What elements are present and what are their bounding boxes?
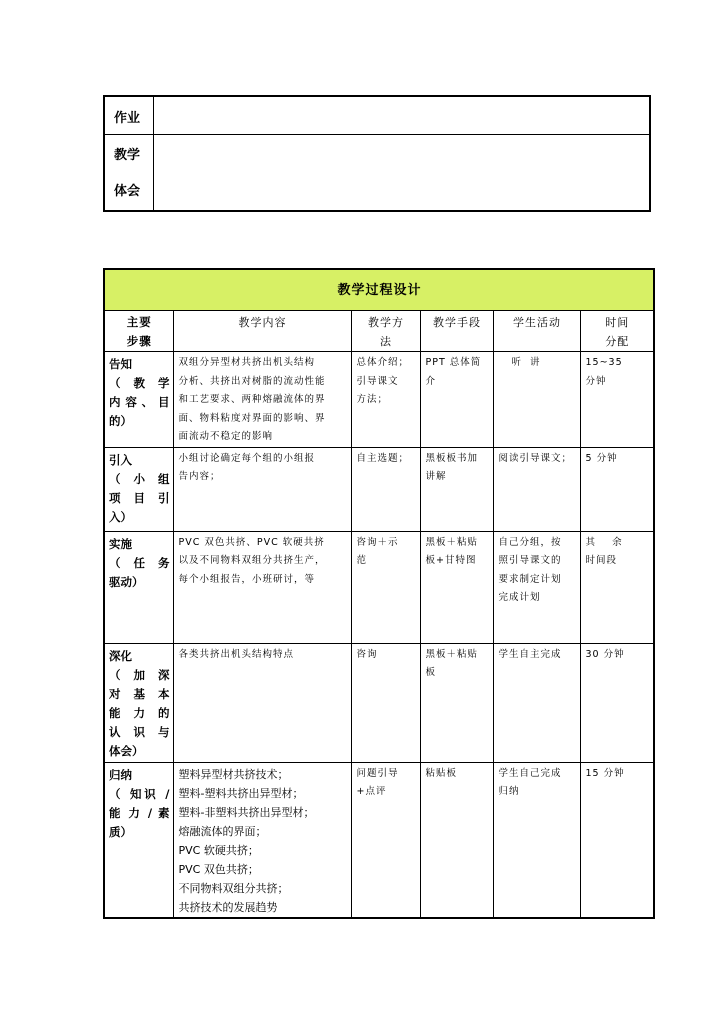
step-cell: 引入 （ 小 组 项 目 引 入）: [104, 447, 173, 531]
time-cell: 5 分钟: [580, 447, 654, 531]
activity-cell: 阅读引导课文；: [493, 447, 580, 531]
activity-cell: 学生自己完成 归纳: [493, 762, 580, 918]
table-row: [104, 531, 654, 643]
means-cell: 黑板＋粘贴 板: [420, 643, 493, 762]
activity-cell: 学生自主完成: [493, 643, 580, 762]
time-cell: 其 余 时间段: [580, 531, 654, 643]
method-cell: 咨询: [351, 643, 420, 762]
activity-cell: 自己分组，按 照引导课文的 要求制定计划 完成计划: [493, 531, 580, 643]
means-cell: PPT 总体简 介: [420, 352, 493, 448]
time-cell: 15~35 分钟: [580, 352, 654, 448]
header-content: 教学内容: [173, 311, 351, 352]
step-cell: 告知 （ 教 学 内容、目 的）: [104, 352, 173, 448]
table-row: [104, 447, 654, 531]
step-cell: 归纳 （ 知识 / 能 力 / 素 质）: [104, 762, 173, 918]
header-means: 教学手段: [420, 311, 493, 352]
step-cell: 深化 （ 加 深 对 基 本 能 力 的 认 识 与 体会）: [104, 643, 173, 762]
step-cell: 实施 （ 任 务 驱动）: [104, 531, 173, 643]
means-cell: 黑板板书加 讲解: [420, 447, 493, 531]
header-activity: 学生活动: [493, 311, 580, 352]
header-time: 时间 分配: [580, 311, 654, 352]
content-cell: 塑料异型材共挤技术； 塑料-塑料共挤出异型材； 塑料-非塑料共挤出异型材； 熔融流体的界面； PVC 软硬共挤； PVC 双色共挤； 不同物料双组分共挤； 共挤技术的发展趋势: [173, 762, 351, 918]
content-cell: PVC 双色共挤、PVC 软硬共挤 以及不同物料双组分共挤生产， 每个小组报告，小班研讨，等: [173, 531, 351, 643]
homework-table: [103, 95, 651, 212]
reflection-content: [153, 134, 650, 211]
method-cell: 咨询＋示 范: [351, 531, 420, 643]
teaching-process-table: [103, 268, 655, 919]
activity-cell: 听 讲: [493, 352, 580, 448]
method-cell: 问题引导 +点评: [351, 762, 420, 918]
method-cell: 自主选题；: [351, 447, 420, 531]
content-cell: 各类共挤出机头结构特点: [173, 643, 351, 762]
means-cell: 粘贴板: [420, 762, 493, 918]
header-step: 主要 步骤: [104, 311, 173, 352]
time-cell: 15 分钟: [580, 762, 654, 918]
content-cell: 双组分异型材共挤出机头结构 分析、共挤出对树脂的流动性能 和工艺要求、两种熔融流体的界 面、物料粘度对界面的影响、界 面流动不稳定的影响: [173, 352, 351, 448]
table-title: 教学过程设计: [104, 269, 654, 311]
reflection-label: 教学 体会: [104, 134, 153, 211]
homework-label: 作业: [104, 96, 153, 134]
table-row: [104, 352, 654, 448]
header-method: 教学方 法: [351, 311, 420, 352]
homework-content: [153, 96, 650, 134]
table-row: [104, 643, 654, 762]
means-cell: 黑板＋粘贴 板+甘特图: [420, 531, 493, 643]
table-row: [104, 762, 654, 918]
time-cell: 30 分钟: [580, 643, 654, 762]
content-cell: 小组讨论确定每个组的小组报 告内容；: [173, 447, 351, 531]
method-cell: 总体介绍； 引导课文 方法；: [351, 352, 420, 448]
